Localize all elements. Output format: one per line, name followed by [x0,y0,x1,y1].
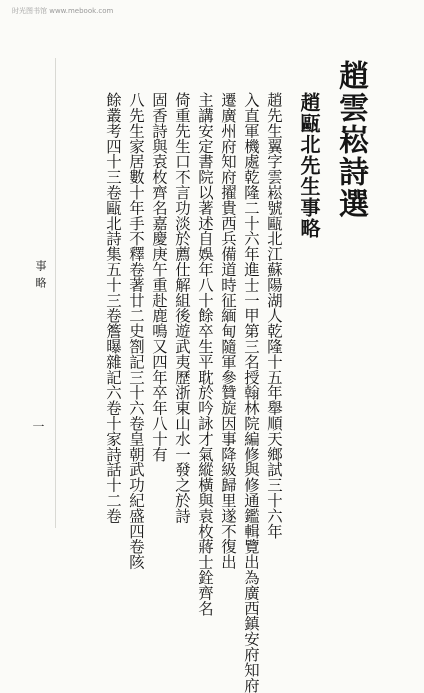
body-line: 入直軍機處乾隆二十六年進士一甲第三名授翰林院編修與修通鑑輯覽出為廣西鎮安府知府 [242,92,260,693]
body-line: 趙先生翼字雲崧號甌北江蘇陽湖人乾隆十五年舉順天鄉試三十六年 [265,92,283,539]
body-line: 倚重先生口不言功淡於薦仕解組後遊武夷歷浙東山水一發之於詩 [173,92,191,524]
body-line: 餘叢考四十三卷甌北詩集五十三卷簷曝雜記六卷十家詩話十二卷 [104,92,122,524]
margin-rule [55,58,56,528]
watermark: 时光图书馆 www.mebook.com [12,7,114,15]
body-line: 遷廣州府知府擢貴西兵備道時征緬甸隨軍參贊旋因事降級歸里遂不復出 [219,92,237,570]
body-line: 主講安定書院以著述自娛年八十餘卒生平耽於吟詠才氣縱橫與袁枚蔣士銓齊名 [196,92,214,616]
page-number: 一 [31,420,45,432]
body-line: 固香詩與袁枚齊名嘉慶庚午重赴鹿鳴又四年卒年八十有 [150,92,168,462]
side-label: 事略 [34,260,47,294]
book-title: 趙雲崧詩選 [333,60,368,220]
body-line: 八先生家居數十年手不釋卷著廿二史劄記三十六卷皇朝武功紀盛四卷陔 [127,92,145,570]
section-title: 趙甌北先生事略 [297,92,321,239]
